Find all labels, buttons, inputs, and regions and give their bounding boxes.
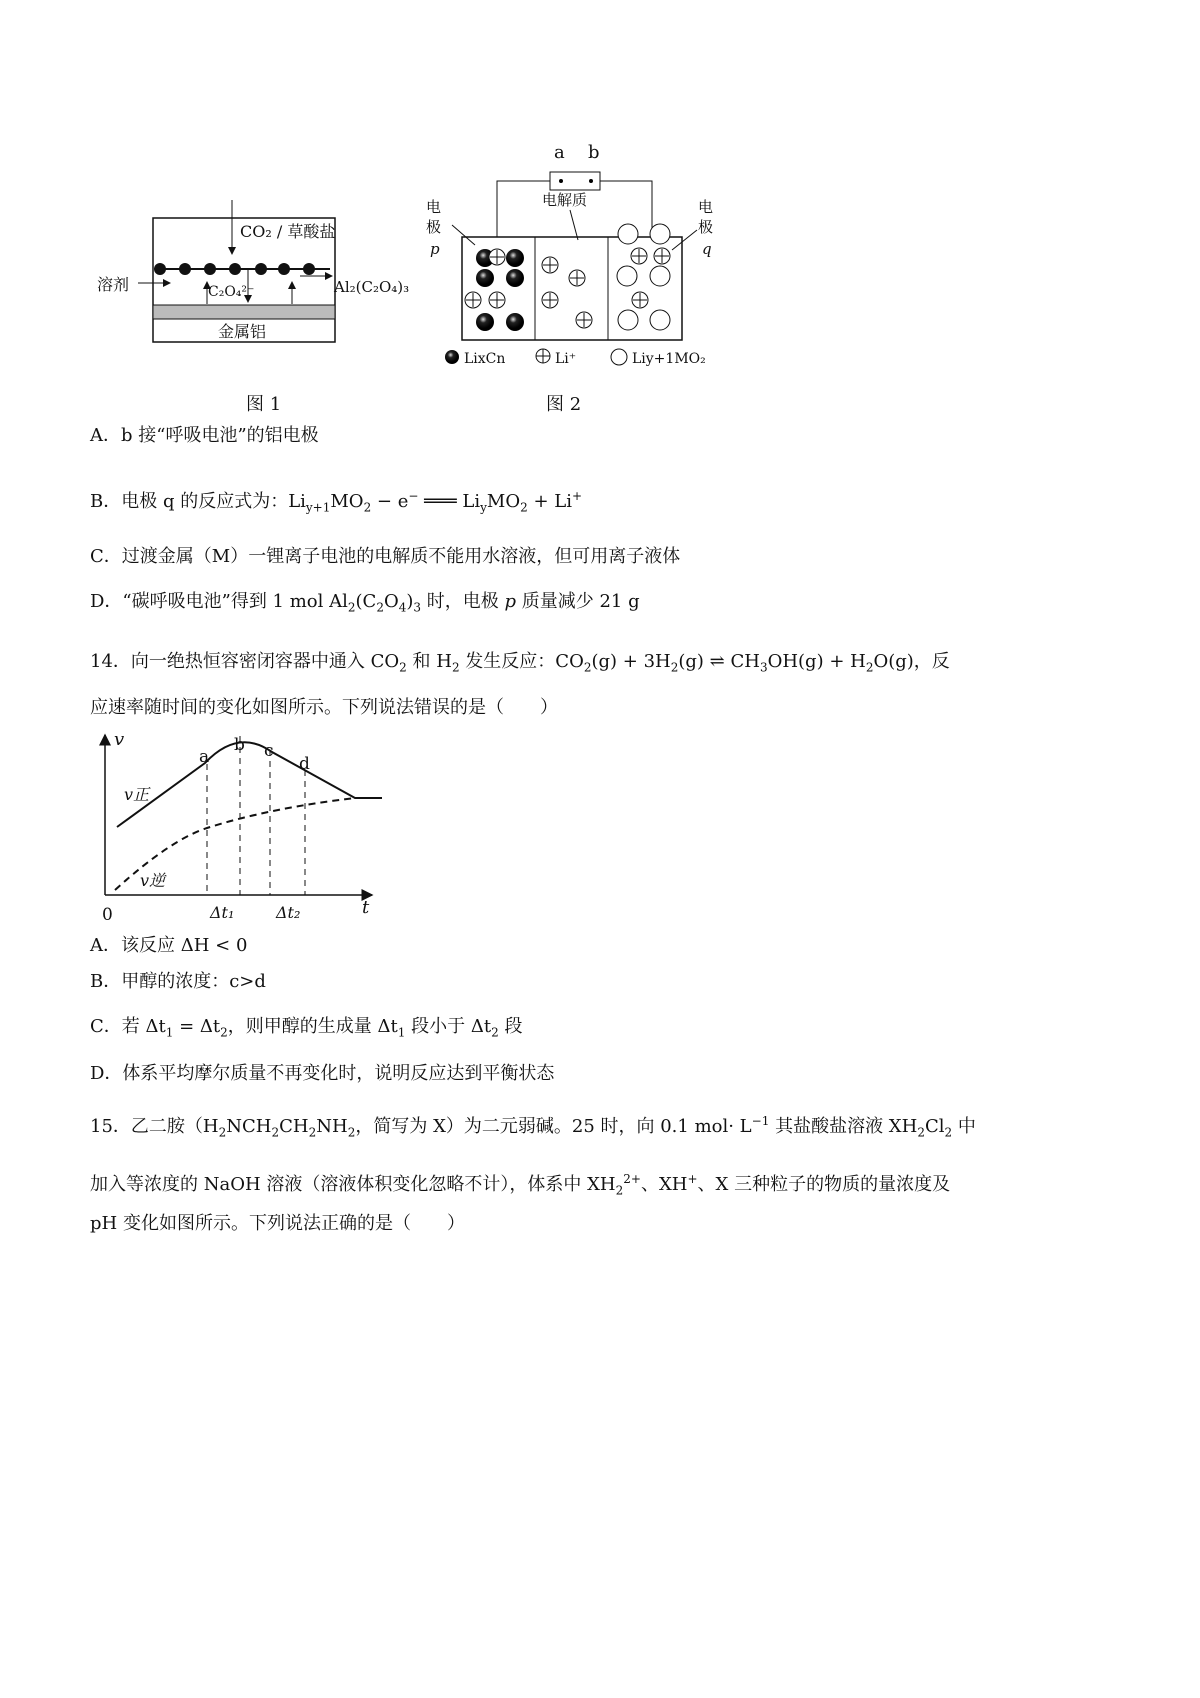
text-segment: (C <box>355 591 377 612</box>
text-segment: 段 <box>498 1016 523 1037</box>
origin-label: 0 <box>102 905 113 925</box>
fig1-product-label: Al₂(C₂O₄)₃ <box>334 278 410 296</box>
legend-limo2: Liy+1MO₂ <box>632 351 706 367</box>
q14-option-b <box>90 970 266 994</box>
text-segment: NH <box>316 1116 348 1137</box>
text-segment: y+1 <box>305 500 331 515</box>
q15-stem-line-3 <box>90 1212 465 1236</box>
text-segment: 应速率随时间的变化如图所示。下列说法错误的是（ ） <box>90 697 558 718</box>
text-segment: 2 <box>271 1125 280 1140</box>
text-segment: − e <box>371 491 409 512</box>
text-segment: 加入等浓度的 NaOH 溶液（溶液体积变化忽略不计），体系中 XH <box>90 1174 616 1195</box>
limo2-particle-icon <box>650 310 670 330</box>
text-segment: D．“碳呼吸电池”得到 1 mol Al <box>90 591 348 612</box>
text-segment: 15．乙二胺（H <box>90 1116 219 1137</box>
text-segment: ═══ Li <box>418 491 481 512</box>
text-segment: OH(g) + H <box>767 651 866 672</box>
text-segment: 3 <box>759 660 768 675</box>
text-segment: A．该反应 ΔH < 0 <box>90 935 248 956</box>
fig1-cell <box>97 200 409 342</box>
fig1-metal-label: 金属铝 <box>218 322 267 341</box>
text-segment: 2 <box>583 660 592 675</box>
text-segment: 发生反应：CO <box>459 651 584 672</box>
figure-1-caption: 图 1 <box>246 394 282 415</box>
text-segment: O <box>383 591 399 612</box>
electrolyte-label: 电解质 <box>542 191 588 209</box>
point-d-label: d <box>299 754 310 774</box>
text-segment: B．电极 q 的反应式为：Li <box>90 491 306 512</box>
figure-2 <box>426 142 713 367</box>
text-segment: 2 <box>944 1125 953 1140</box>
point-a-label: a <box>199 747 210 767</box>
electrode-p-label: 电 <box>426 198 442 216</box>
q14-stem-line-2 <box>90 696 558 720</box>
text-segment: A．b 接“呼吸电池”的铝电极 <box>90 425 319 446</box>
text-segment: B．甲醇的浓度：c>d <box>90 971 266 992</box>
text-segment: 中 <box>952 1116 976 1137</box>
text-segment: + <box>687 1172 698 1186</box>
text-segment: 其盐酸盐溶液 XH <box>769 1116 918 1137</box>
text-segment: ，则甲醇的生成量 Δt <box>227 1016 398 1037</box>
text-segment: 2 <box>347 600 356 615</box>
limo2-particle-icon <box>650 224 670 244</box>
limo2-particle-icon <box>618 310 638 330</box>
q14-option-a <box>90 934 247 958</box>
text-segment: 2 <box>615 1183 624 1198</box>
text-segment: 、X 三种粒子的物质的量浓度及 <box>697 1174 951 1195</box>
text-segment: 2 <box>399 660 407 675</box>
electrode-q-label: 极 <box>698 218 714 236</box>
electrode-q-label: q <box>702 240 712 258</box>
q15-stem-line-2 <box>90 1167 950 1203</box>
text-segment: Cl <box>924 1116 945 1137</box>
text-segment: 2 <box>220 1025 228 1040</box>
text-segment: 2 <box>218 1125 227 1140</box>
fig1-solvent-label: 溶剂 <box>97 275 130 294</box>
text-segment: − <box>408 489 419 503</box>
lixcn-particle-icon <box>506 269 524 287</box>
text-segment: 3 <box>413 600 422 615</box>
lixcn-particle-icon <box>476 313 494 331</box>
text-segment: NCH <box>226 1116 272 1137</box>
text-segment: p <box>504 591 517 612</box>
q14-stem-line-1 <box>90 650 950 680</box>
terminal-b-label: b <box>588 142 600 163</box>
text-segment: 2 <box>376 600 384 615</box>
lixcn-particle-icon <box>506 249 524 267</box>
text-segment: 和 H <box>406 651 452 672</box>
legend-lixcn: LixCn <box>464 351 506 367</box>
q14-option-d <box>90 1062 554 1086</box>
electrode-p-label: p <box>430 240 440 258</box>
y-axis-label: v <box>114 729 125 750</box>
fig1-feed-label: CO₂ / 草酸盐 <box>240 222 336 241</box>
text-segment: 1 <box>397 1025 406 1040</box>
text-segment: 2 <box>363 500 372 515</box>
text-segment: O(g)，反 <box>873 651 950 672</box>
text-segment: 2 <box>520 500 528 515</box>
lixcn-particle-icon <box>506 313 524 331</box>
text-segment: D．体系平均摩尔质量不再变化时，说明反应达到平衡状态 <box>90 1063 555 1084</box>
figure-2-caption: 图 2 <box>546 394 582 415</box>
limo2-particle-icon <box>617 266 637 286</box>
q15-stem-line-1 <box>90 1109 976 1145</box>
text-segment: MO <box>330 491 364 512</box>
forward-rate-curve <box>117 742 382 827</box>
terminal-a-label: a <box>554 142 565 163</box>
text-segment: 时，电极 <box>421 591 505 612</box>
text-segment: 2 <box>917 1125 925 1140</box>
forward-rate-label: v正 <box>124 785 150 804</box>
q13-option-b <box>90 484 582 520</box>
text-segment: ，简写为 X）为二元弱碱。25 时，向 0.1 mol· L <box>355 1116 752 1137</box>
lixcn-particle-icon <box>476 269 494 287</box>
text-segment: 14．向一绝热恒容密闭容器中通入 CO <box>90 651 400 672</box>
dt1-label: Δt₁ <box>210 903 235 922</box>
fig1-ion-label: C₂O₄²⁻ <box>208 284 255 300</box>
text-segment: 2 <box>670 660 679 675</box>
text-segment: (g) + 3H <box>591 651 671 672</box>
point-b-label: b <box>234 735 245 755</box>
text-segment: C．过渡金属（M）一锂离子电池的电解质不能用水溶液，但可用离子液体 <box>90 546 681 567</box>
limo2-particle-icon <box>650 266 670 286</box>
rate-time-graph <box>0 720 420 930</box>
text-segment: 质量减少 21 g <box>516 591 640 612</box>
text-segment: (g) ⇌ CH <box>678 651 760 672</box>
text-segment: = Δt <box>173 1016 221 1037</box>
text-segment: 2 <box>308 1125 317 1140</box>
x-axis-label: t <box>362 897 370 918</box>
text-segment: 、XH <box>640 1174 688 1195</box>
reverse-rate-label: v逆 <box>140 871 166 890</box>
text-segment: 2 <box>491 1025 499 1040</box>
text-segment: 1 <box>165 1025 174 1040</box>
electrode-q-label: 电 <box>698 198 714 216</box>
text-segment: 4 <box>398 600 407 615</box>
text-segment: + <box>571 489 583 503</box>
q13-option-c <box>90 545 680 569</box>
q13-option-d <box>90 590 640 620</box>
text-segment: −1 <box>751 1114 770 1128</box>
dt2-label: Δt₂ <box>276 903 301 922</box>
text-segment: 2 <box>347 1125 356 1140</box>
text-segment: C．若 Δt <box>90 1016 166 1037</box>
figure-1 <box>0 0 1200 420</box>
legend-li-ion: Li⁺ <box>555 351 577 367</box>
q13-option-a <box>90 424 319 448</box>
electrode-p-label: 极 <box>426 218 442 236</box>
text-segment: 2 <box>451 660 460 675</box>
q14-option-c <box>90 1015 522 1045</box>
text-segment: 2+ <box>623 1172 641 1186</box>
text-segment: ) <box>406 591 414 612</box>
text-segment: + Li <box>527 491 572 512</box>
text-segment: 2 <box>865 660 874 675</box>
text-segment: y <box>480 500 487 515</box>
text-segment: CH <box>279 1116 309 1137</box>
point-c-label: c <box>264 741 274 761</box>
limo2-particle-icon <box>618 224 638 244</box>
text-segment: pH 变化如图所示。下列说法正确的是（ ） <box>90 1213 465 1234</box>
text-segment: MO <box>486 491 521 512</box>
text-segment: 段小于 Δt <box>405 1016 492 1037</box>
